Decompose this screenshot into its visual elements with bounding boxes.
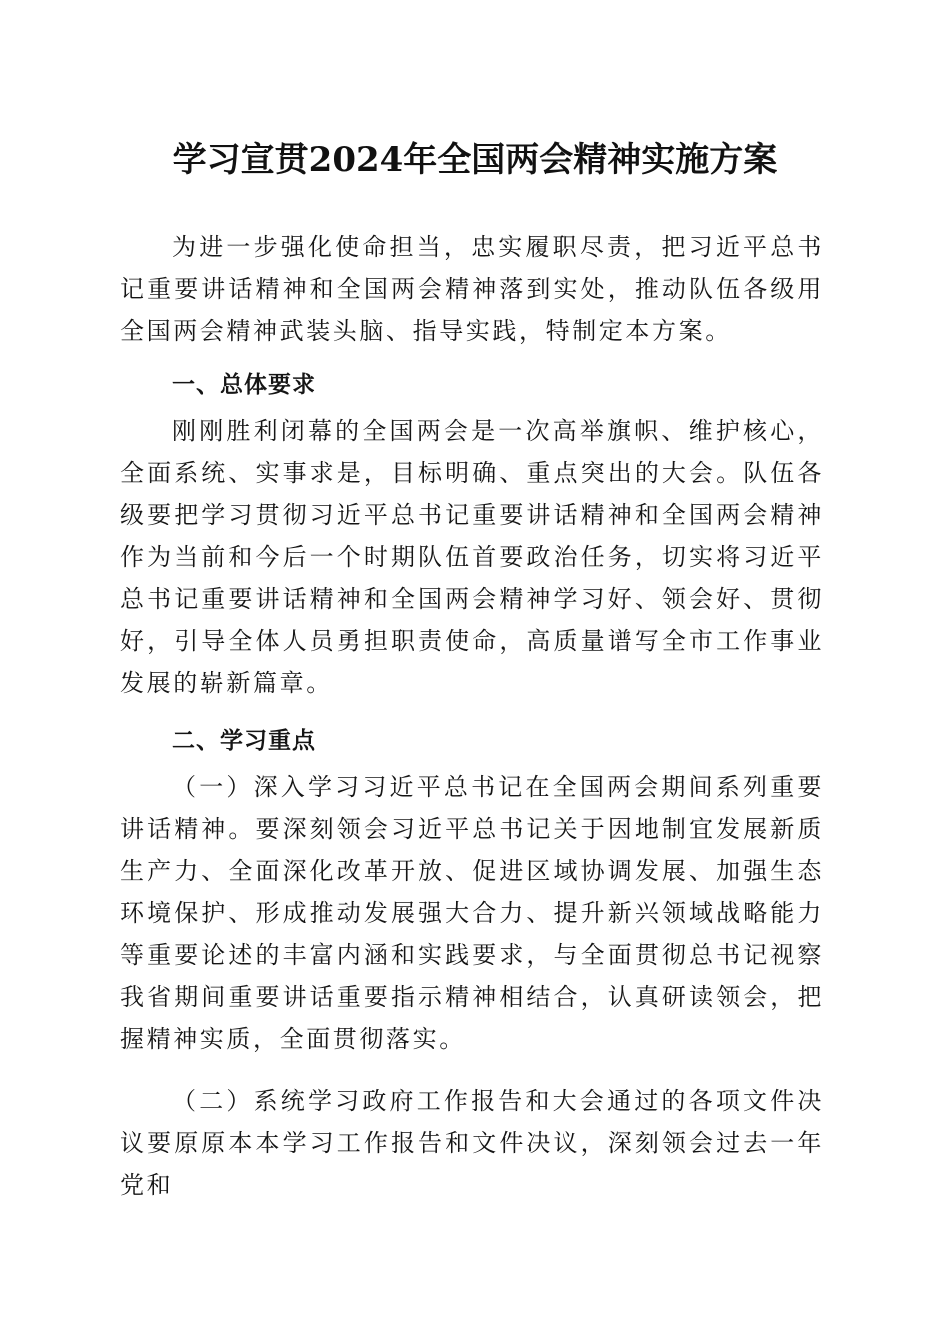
intro-block <box>120 226 824 352</box>
section-heading-study-focus: 二、学习重点 <box>172 728 316 754</box>
intro-paragraph: 为进一步强化使命担当，忠实履职尽责，把习近平总书记重要讲话精神和全国两会精神落到实处，推动队伍各级用全国两会精神武装头脑、指导实践，特制定本方案。 <box>120 233 824 345</box>
section-1-heading-block <box>120 364 824 406</box>
section-1-body <box>120 410 824 704</box>
section-2-paragraph-1: （一）深入学习习近平总书记在全国两会期间系列重要讲话精神。要深刻领会习近平总书记关于因地制宜发展新质生产力、全面深化改革开放、促进区域协调发展、加强生态环境保护、形成推动发展强大合力、提升新兴领域战略能力等重要论述的丰富内涵和实践要求，与全面贯彻总书记视察我省期间重要讲话重要指示精神相结合，认真研读领会，把握精神实质，全面贯彻落实。 <box>120 773 824 1053</box>
section-heading-general-requirements: 一、总体要求 <box>172 372 316 398</box>
section-2-paragraph-2: （二）系统学习政府工作报告和大会通过的各项文件决议要原原本本学习工作报告和文件决议，深刻领会过去一年党和 <box>120 1087 824 1199</box>
section-2-body-1 <box>120 766 824 1060</box>
section-2-body-2 <box>120 1080 824 1206</box>
document-title: 学习宣贯2024年全国两会精神实施方案 <box>172 140 778 180</box>
section-2-heading-block <box>120 720 824 762</box>
section-1-paragraph: 刚刚胜利闭幕的全国两会是一次高举旗帜、维护核心，全面系统、实事求是，目标明确、重点突出的大会。队伍各级要把学习贯彻习近平总书记重要讲话精神和全国两会精神作为当前和今后一个时期队伍首要政治任务，切实将习近平总书记重要讲话精神和全国两会精神学习好、领会好、贯彻好，引导全体人员勇担职责使命，高质量谱写全市工作事业发展的崭新篇章。 <box>120 417 824 697</box>
